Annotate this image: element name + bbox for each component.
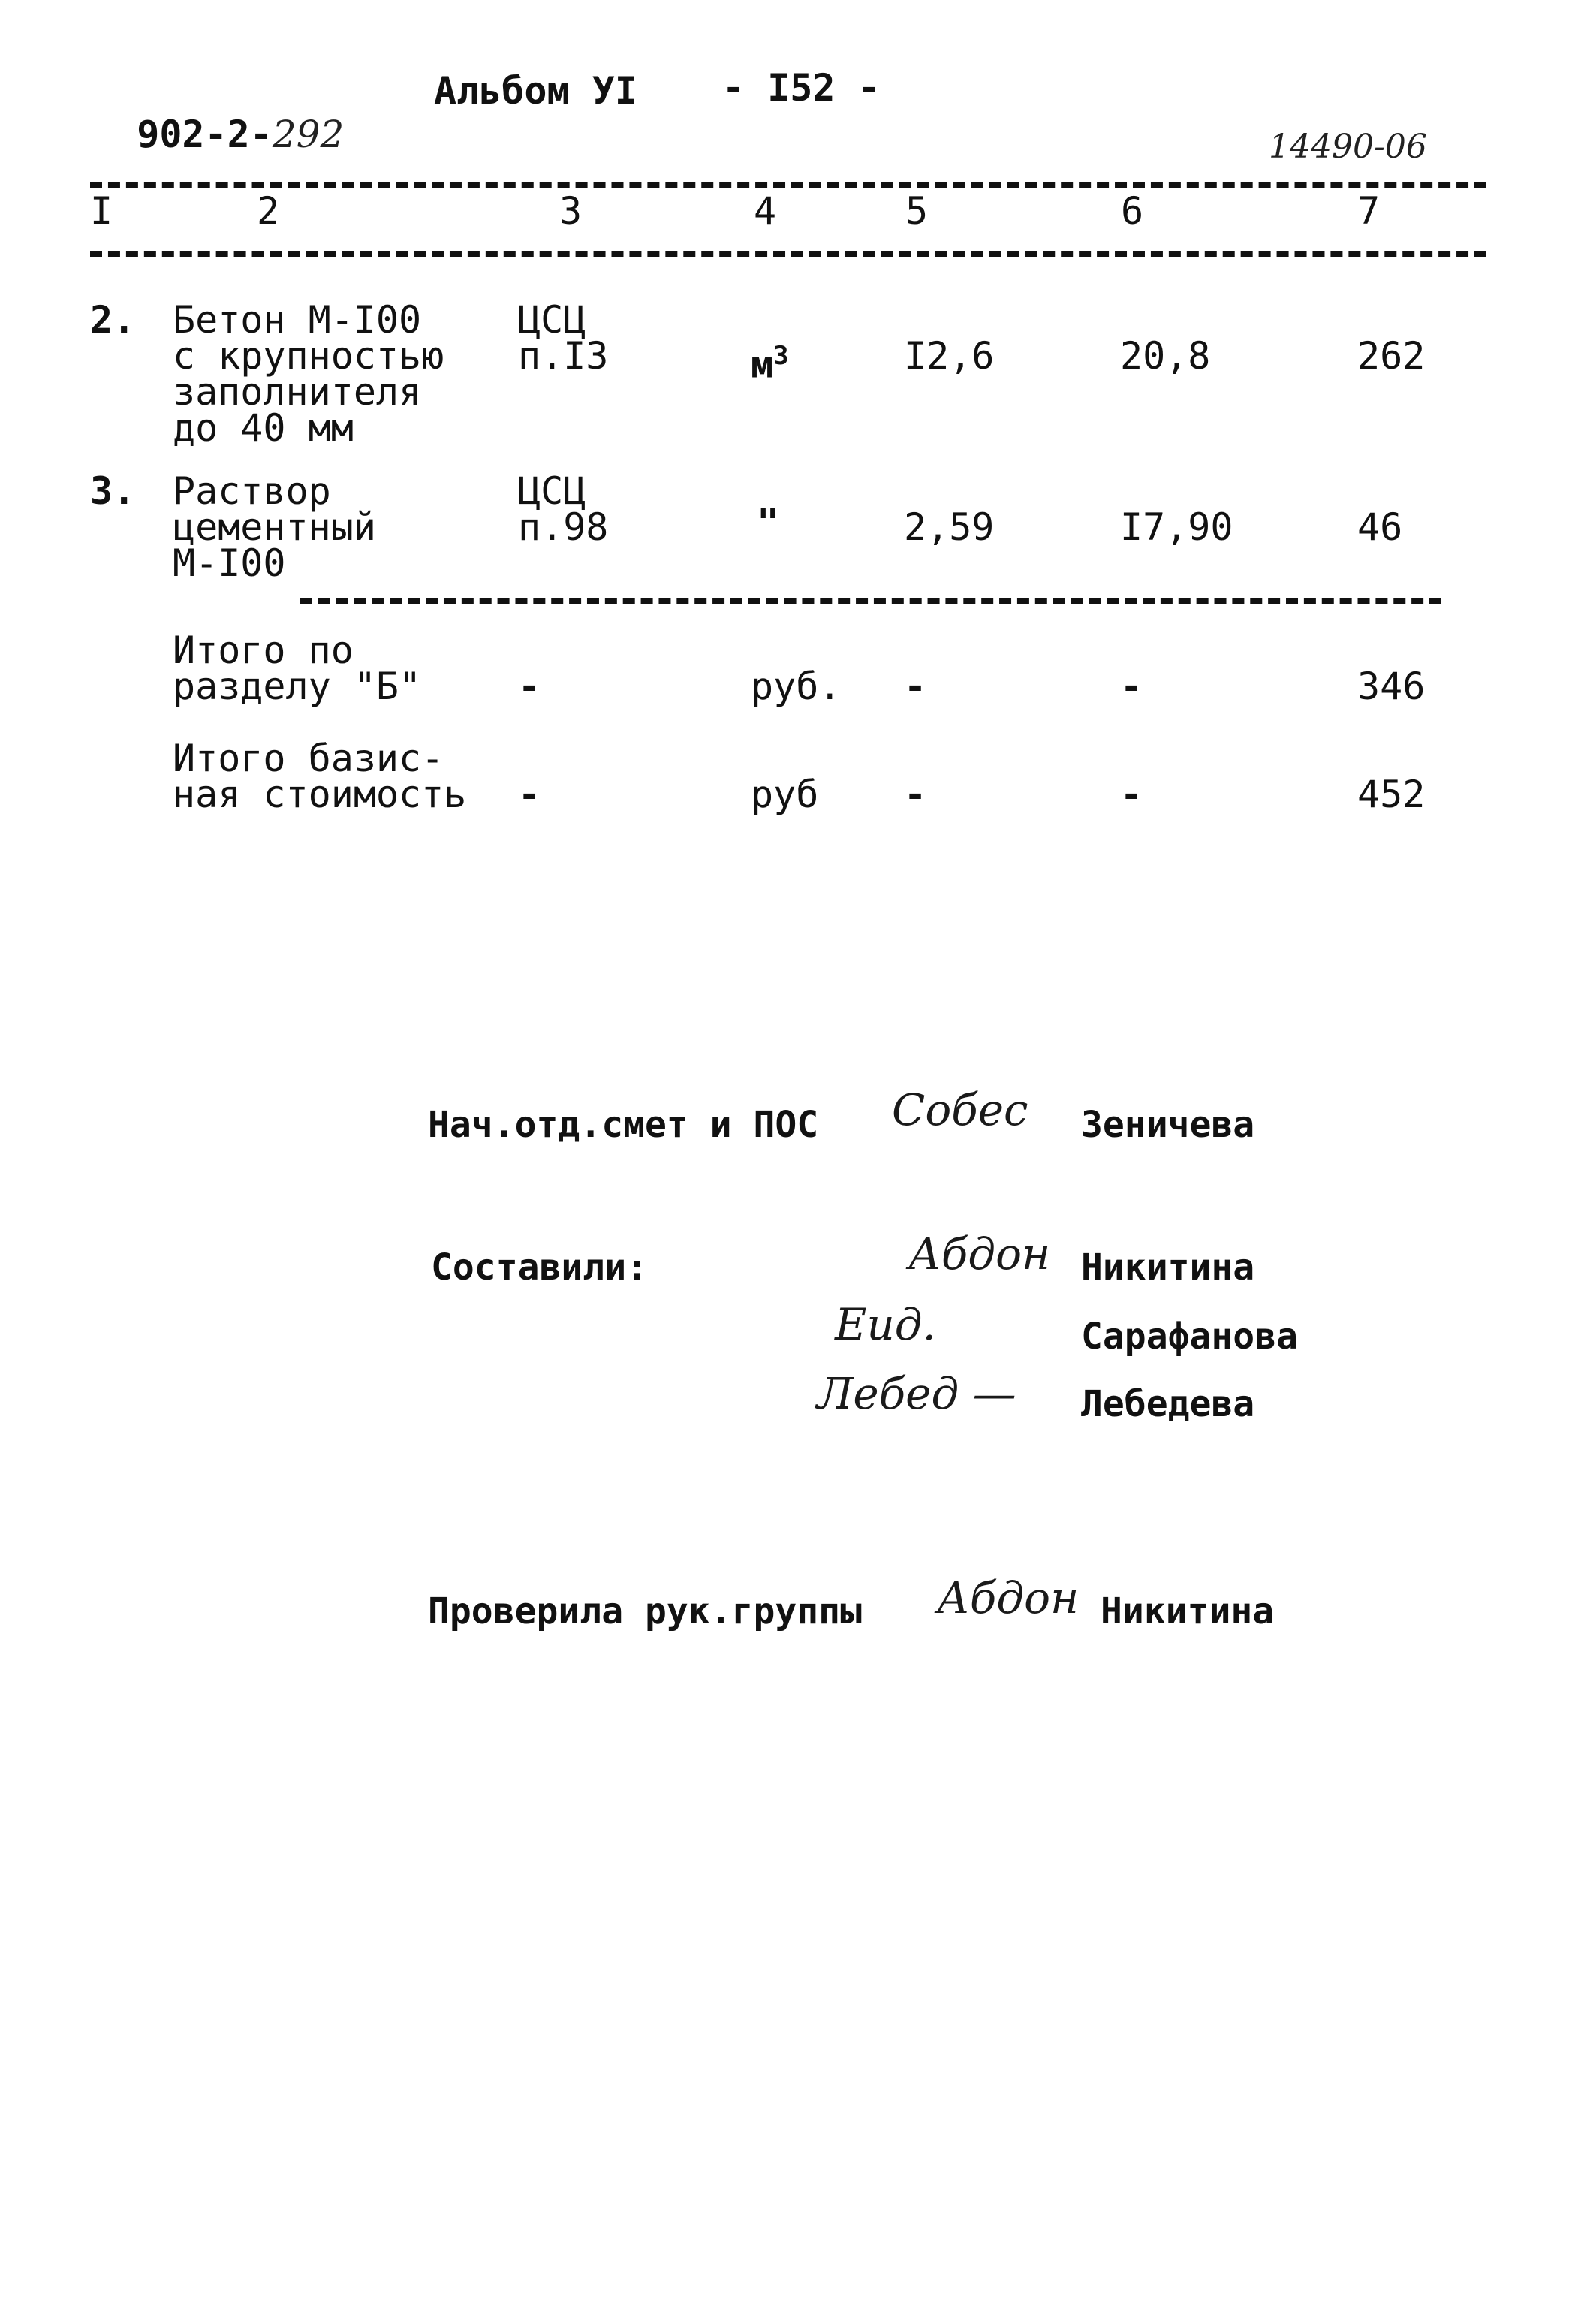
unit-text: м	[751, 342, 774, 387]
price-source-line: ЦСЦ	[518, 298, 586, 342]
column-number-1: I	[90, 189, 113, 233]
column-header-rule	[90, 251, 1486, 257]
column-number-5: 5	[905, 189, 929, 233]
compiled-by-label: Составили:	[431, 1246, 648, 1289]
compiler-name: Лебедева	[1081, 1383, 1255, 1425]
price-source-line: ЦСЦ	[518, 469, 586, 513]
total-label-line: ная стоимость	[173, 773, 467, 816]
unit: "	[757, 501, 780, 544]
handwritten-signature: Лебед —	[817, 1368, 1016, 1419]
item-name-line: заполнителя	[173, 370, 422, 414]
inventory-number: 14490-06	[1269, 128, 1427, 166]
price-source-line: п.98	[518, 505, 609, 549]
document-code	[92, 69, 344, 156]
item-name-line: с крупностью	[173, 334, 444, 378]
handwritten-signature: Абдон	[937, 1572, 1080, 1623]
total-quantity: -	[904, 773, 927, 816]
total-quantity: -	[904, 665, 927, 708]
price-source-line: п.I3	[518, 334, 609, 378]
unit-superscript: 3	[773, 341, 789, 371]
document-code-handwritten: 292	[272, 113, 345, 156]
page-number: - I52 -	[722, 66, 881, 110]
unit-price: I7,90	[1120, 505, 1233, 549]
column-number-3: 3	[559, 189, 583, 233]
subtotal-rule	[300, 598, 1441, 604]
document-code-printed: 902-2-	[137, 113, 273, 156]
head-of-department-name: Зеничева	[1081, 1104, 1255, 1146]
unit	[751, 338, 789, 387]
total-source: -	[518, 665, 541, 708]
head-of-department-label: Нач.отд.смет и ПОС	[428, 1104, 819, 1146]
item-name-line: Раствор	[173, 469, 331, 513]
total-cost: 262	[1357, 334, 1426, 378]
quantity: 2,59	[904, 505, 995, 549]
item-name-line: до 40 мм	[173, 406, 354, 450]
checked-by-label: Проверила рук.группы	[428, 1590, 862, 1632]
album-label: Альбом УI	[434, 69, 637, 113]
column-number-6: 6	[1121, 189, 1144, 233]
row-number: 2.	[90, 298, 136, 342]
total-label-line: Итого по	[173, 628, 354, 672]
compiler-name: Сарафанова	[1081, 1316, 1298, 1358]
item-name-line: М-I00	[173, 541, 286, 585]
compiler-name: Никитина	[1081, 1246, 1255, 1289]
total-cost: 346	[1357, 665, 1426, 708]
row-number: 3.	[90, 469, 136, 513]
total-source: -	[518, 773, 541, 816]
checker-name: Никитина	[1101, 1590, 1275, 1632]
item-name-line: цементный	[173, 505, 376, 549]
table-top-rule	[90, 182, 1486, 188]
column-number-4: 4	[754, 189, 777, 233]
total-cost: 46	[1357, 505, 1403, 549]
item-name-line: Бетон М-I00	[173, 298, 422, 342]
quantity: I2,6	[904, 334, 995, 378]
total-label-line: разделу "Б"	[173, 665, 422, 708]
handwritten-signature: Абдон	[908, 1228, 1051, 1280]
total-unit: руб.	[751, 665, 842, 708]
total-cost: 452	[1357, 773, 1426, 816]
total-price: -	[1120, 773, 1143, 816]
handwritten-signature: Собес	[892, 1084, 1028, 1135]
total-label-line: Итого базис-	[173, 737, 444, 780]
unit-price: 20,8	[1120, 334, 1211, 378]
handwritten-signature: Еид.	[835, 1299, 936, 1350]
column-number-2: 2	[257, 189, 280, 233]
total-price: -	[1120, 665, 1143, 708]
column-number-7: 7	[1357, 189, 1381, 233]
total-unit: руб	[751, 773, 819, 816]
